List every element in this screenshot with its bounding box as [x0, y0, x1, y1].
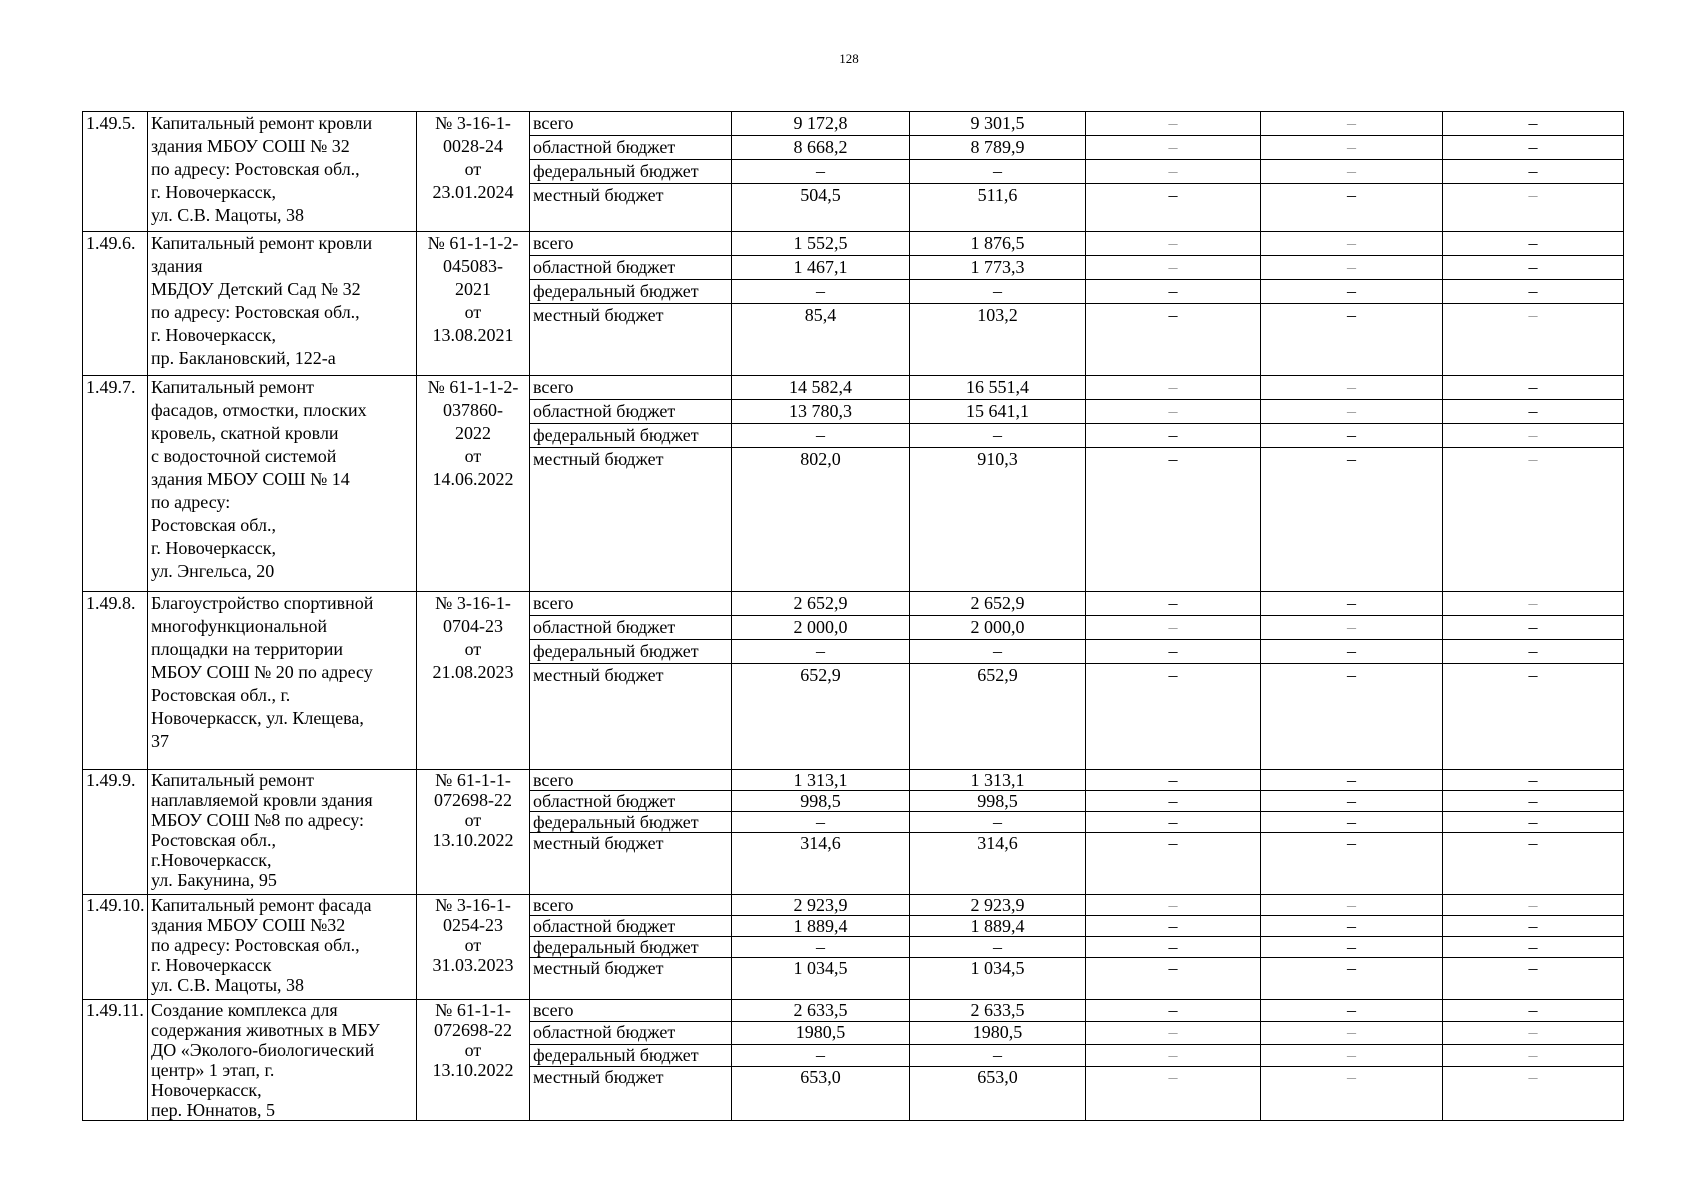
- value-col-3: –: [1086, 1022, 1261, 1044]
- funding-source: всего: [530, 1000, 732, 1022]
- value-col-1: 13 780,3: [732, 400, 910, 424]
- value-col-3: –: [1086, 592, 1261, 616]
- value-col-2: 653,0: [910, 1067, 1086, 1121]
- value-col-4: –: [1261, 280, 1443, 304]
- value-col-2: 16 551,4: [910, 376, 1086, 400]
- value-col-2: 8 789,9: [910, 136, 1086, 160]
- table-row: [83, 112, 1624, 136]
- value-col-5: –: [1443, 1067, 1624, 1121]
- item-document: [417, 770, 530, 895]
- value-col-4: –: [1261, 791, 1443, 812]
- value-col-5: –: [1443, 791, 1624, 812]
- value-col-3: –: [1086, 812, 1261, 833]
- item-name: [148, 112, 417, 232]
- value-col-5: –: [1443, 958, 1624, 1000]
- value-col-3: –: [1086, 448, 1261, 592]
- value-col-4: –: [1261, 616, 1443, 640]
- item-name: [148, 232, 417, 376]
- item-document: [417, 895, 530, 1000]
- value-col-4: –: [1261, 958, 1443, 1000]
- funding-source: федеральный бюджет: [530, 160, 732, 184]
- value-col-2: 9 301,5: [910, 112, 1086, 136]
- value-col-3: –: [1086, 424, 1261, 448]
- value-col-3: –: [1086, 916, 1261, 937]
- value-col-3: –: [1086, 833, 1261, 895]
- funding-source: федеральный бюджет: [530, 1044, 732, 1066]
- value-col-1: 653,0: [732, 1067, 910, 1121]
- value-col-3: –: [1086, 791, 1261, 812]
- item-document-text: № 61-1-1- 072698-22 от 13.10.2022: [432, 1000, 514, 1080]
- value-col-4: –: [1261, 592, 1443, 616]
- value-col-5: –: [1443, 1022, 1624, 1044]
- value-col-3: –: [1086, 1067, 1261, 1121]
- item-document-text: № 61-1-1- 072698-22 от 13.10.2022: [432, 770, 514, 850]
- value-col-5: –: [1443, 592, 1624, 616]
- value-col-2: –: [910, 937, 1086, 958]
- item-document: [417, 592, 530, 770]
- value-col-3: –: [1086, 937, 1261, 958]
- value-col-2: 2 000,0: [910, 616, 1086, 640]
- value-col-2: 652,9: [910, 664, 1086, 770]
- value-col-1: 2 633,5: [732, 1000, 910, 1022]
- funding-source: областной бюджет: [530, 400, 732, 424]
- item-document-text: № 3-16-1- 0028-24 от 23.01.2024: [432, 113, 514, 202]
- value-col-5: –: [1443, 812, 1624, 833]
- funding-source: федеральный бюджет: [530, 937, 732, 958]
- value-col-4: –: [1261, 256, 1443, 280]
- funding-source: местный бюджет: [530, 304, 732, 376]
- funding-source: местный бюджет: [530, 833, 732, 895]
- value-col-2: –: [910, 640, 1086, 664]
- value-col-3: –: [1086, 376, 1261, 400]
- table-row: [83, 895, 1624, 916]
- funding-source: местный бюджет: [530, 448, 732, 592]
- value-col-4: –: [1261, 770, 1443, 791]
- value-col-2: 1 889,4: [910, 916, 1086, 937]
- value-col-5: –: [1443, 256, 1624, 280]
- value-col-4: –: [1261, 184, 1443, 232]
- table-row: [83, 232, 1624, 256]
- value-col-1: 504,5: [732, 184, 910, 232]
- item-name: [148, 376, 417, 592]
- value-col-5: –: [1443, 112, 1624, 136]
- funding-source: местный бюджет: [530, 958, 732, 1000]
- value-col-4: –: [1261, 160, 1443, 184]
- value-col-3: –: [1086, 770, 1261, 791]
- value-col-5: –: [1443, 232, 1624, 256]
- funding-source: федеральный бюджет: [530, 640, 732, 664]
- funding-source: федеральный бюджет: [530, 424, 732, 448]
- value-col-2: 910,3: [910, 448, 1086, 592]
- value-col-4: –: [1261, 232, 1443, 256]
- value-col-5: –: [1443, 1044, 1624, 1066]
- value-col-2: 15 641,1: [910, 400, 1086, 424]
- value-col-3: –: [1086, 280, 1261, 304]
- item-number: 1.49.7.: [83, 376, 148, 592]
- value-col-2: 2 652,9: [910, 592, 1086, 616]
- value-col-1: –: [732, 280, 910, 304]
- funding-source: федеральный бюджет: [530, 812, 732, 833]
- value-col-4: –: [1261, 937, 1443, 958]
- item-document-text: № 3-16-1- 0704-23 от 21.08.2023: [432, 593, 514, 682]
- value-col-1: –: [732, 937, 910, 958]
- value-col-5: –: [1443, 833, 1624, 895]
- value-col-3: –: [1086, 1000, 1261, 1022]
- value-col-2: –: [910, 280, 1086, 304]
- item-number: 1.49.8.: [83, 592, 148, 770]
- item-document: [417, 112, 530, 232]
- budget-table: [82, 111, 1624, 1121]
- value-col-1: 652,9: [732, 664, 910, 770]
- value-col-1: 1 313,1: [732, 770, 910, 791]
- value-col-3: –: [1086, 184, 1261, 232]
- item-name: [148, 895, 417, 1000]
- item-number: 1.49.9.: [83, 770, 148, 895]
- value-col-1: 802,0: [732, 448, 910, 592]
- value-col-2: –: [910, 1044, 1086, 1066]
- value-col-5: –: [1443, 937, 1624, 958]
- value-col-4: –: [1261, 304, 1443, 376]
- value-col-5: –: [1443, 184, 1624, 232]
- item-name-text: Капитальный ремонт кровли здания МБДОУ Детский Сад № 32 по адресу: Ростовская обл., г. Новочеркасск, пр. Баклановский, 122-а: [151, 233, 373, 368]
- value-col-3: –: [1086, 1044, 1261, 1066]
- value-col-4: –: [1261, 916, 1443, 937]
- item-number: 1.49.5.: [83, 112, 148, 232]
- value-col-4: –: [1261, 136, 1443, 160]
- item-number: 1.49.11.: [83, 1000, 148, 1121]
- value-col-4: –: [1261, 448, 1443, 592]
- value-col-4: –: [1261, 833, 1443, 895]
- value-col-3: –: [1086, 112, 1261, 136]
- value-col-1: 314,6: [732, 833, 910, 895]
- value-col-5: –: [1443, 400, 1624, 424]
- value-col-5: –: [1443, 304, 1624, 376]
- funding-source: областной бюджет: [530, 136, 732, 160]
- value-col-3: –: [1086, 664, 1261, 770]
- value-col-3: –: [1086, 136, 1261, 160]
- value-col-2: 998,5: [910, 791, 1086, 812]
- table-row: [83, 376, 1624, 400]
- value-col-4: –: [1261, 1044, 1443, 1066]
- funding-source: областной бюджет: [530, 916, 732, 937]
- value-col-2: 1980,5: [910, 1022, 1086, 1044]
- value-col-1: 14 582,4: [732, 376, 910, 400]
- item-name-text: Создание комплекса для содержания животных в МБУ ДО «Эколого-биологический центр» 1 этап, г. Новочеркасск, пер. Юннатов, 5: [151, 1000, 380, 1120]
- value-col-2: 1 876,5: [910, 232, 1086, 256]
- value-col-4: –: [1261, 812, 1443, 833]
- value-col-3: –: [1086, 640, 1261, 664]
- value-col-4: –: [1261, 376, 1443, 400]
- funding-source: всего: [530, 592, 732, 616]
- value-col-5: –: [1443, 895, 1624, 916]
- value-col-3: –: [1086, 895, 1261, 916]
- value-col-4: –: [1261, 112, 1443, 136]
- value-col-1: 998,5: [732, 791, 910, 812]
- funding-source: местный бюджет: [530, 1067, 732, 1121]
- value-col-1: 85,4: [732, 304, 910, 376]
- item-name: [148, 1000, 417, 1121]
- value-col-5: –: [1443, 376, 1624, 400]
- funding-source: местный бюджет: [530, 184, 732, 232]
- funding-source: областной бюджет: [530, 256, 732, 280]
- funding-source: всего: [530, 770, 732, 791]
- value-col-4: –: [1261, 424, 1443, 448]
- value-col-2: –: [910, 424, 1086, 448]
- item-document: [417, 1000, 530, 1121]
- value-col-4: –: [1261, 640, 1443, 664]
- value-col-3: –: [1086, 232, 1261, 256]
- value-col-2: 511,6: [910, 184, 1086, 232]
- value-col-3: –: [1086, 304, 1261, 376]
- value-col-1: 1 467,1: [732, 256, 910, 280]
- value-col-1: 1 889,4: [732, 916, 910, 937]
- value-col-4: –: [1261, 400, 1443, 424]
- funding-source: областной бюджет: [530, 1022, 732, 1044]
- item-document-text: № 3-16-1- 0254-23 от 31.03.2023: [432, 895, 514, 975]
- funding-source: федеральный бюджет: [530, 280, 732, 304]
- value-col-1: –: [732, 812, 910, 833]
- item-name-text: Благоустройство спортивной многофункциональной площадки на территории МБОУ СОШ № 20 по адресу Ростовская обл., г. Новочеркасск, ул. Клещева, 37: [151, 593, 374, 751]
- value-col-2: 314,6: [910, 833, 1086, 895]
- value-col-5: –: [1443, 640, 1624, 664]
- value-col-5: –: [1443, 160, 1624, 184]
- value-col-1: 1 552,5: [732, 232, 910, 256]
- item-name-text: Капитальный ремонт кровли здания МБОУ СОШ № 32 по адресу: Ростовская обл., г. Новочеркасск, ул. С.В. Мацоты, 38: [151, 113, 373, 225]
- value-col-3: –: [1086, 160, 1261, 184]
- item-document-text: № 61-1-1-2- 037860- 2022 от 14.06.2022: [427, 377, 519, 489]
- funding-source: областной бюджет: [530, 616, 732, 640]
- value-col-2: 103,2: [910, 304, 1086, 376]
- item-name-text: Капитальный ремонт фасада здания МБОУ СОШ №32 по адресу: Ростовская обл., г. Новочеркасск ул. С.В. Мацоты, 38: [151, 895, 372, 995]
- item-name-text: Капитальный ремонт наплавляемой кровли здания МБОУ СОШ №8 по адресу: Ростовская обл., г.Новочеркасск, ул. Бакунина, 95: [151, 770, 373, 890]
- table-row: [83, 770, 1624, 791]
- value-col-5: –: [1443, 448, 1624, 592]
- value-col-5: –: [1443, 664, 1624, 770]
- value-col-5: –: [1443, 770, 1624, 791]
- funding-source: областной бюджет: [530, 791, 732, 812]
- funding-source: всего: [530, 895, 732, 916]
- item-document: [417, 376, 530, 592]
- value-col-1: 2 652,9: [732, 592, 910, 616]
- item-name-text: Капитальный ремонт фасадов, отмостки, плоских кровель, скатной кровли с водосточной системой здания МБОУ СОШ № 14 по адресу: Ростовская обл., г. Новочеркасск, ул. Энгельса, 20: [151, 377, 367, 581]
- value-col-2: 2 633,5: [910, 1000, 1086, 1022]
- value-col-1: 2 000,0: [732, 616, 910, 640]
- value-col-1: –: [732, 1044, 910, 1066]
- table-row: [83, 592, 1624, 616]
- value-col-3: –: [1086, 400, 1261, 424]
- value-col-2: –: [910, 160, 1086, 184]
- table-row: [83, 1000, 1624, 1022]
- value-col-3: –: [1086, 958, 1261, 1000]
- value-col-1: 1 034,5: [732, 958, 910, 1000]
- item-name: [148, 592, 417, 770]
- funding-source: всего: [530, 112, 732, 136]
- value-col-4: –: [1261, 1000, 1443, 1022]
- value-col-1: –: [732, 424, 910, 448]
- value-col-1: –: [732, 160, 910, 184]
- value-col-1: –: [732, 640, 910, 664]
- value-col-4: –: [1261, 895, 1443, 916]
- value-col-3: –: [1086, 256, 1261, 280]
- value-col-1: 2 923,9: [732, 895, 910, 916]
- value-col-1: 9 172,8: [732, 112, 910, 136]
- value-col-5: –: [1443, 136, 1624, 160]
- value-col-5: –: [1443, 916, 1624, 937]
- value-col-2: 1 773,3: [910, 256, 1086, 280]
- page-number: 128: [839, 51, 859, 66]
- item-number: 1.49.10.: [83, 895, 148, 1000]
- item-document-text: № 61-1-1-2- 045083- 2021 от 13.08.2021: [427, 233, 519, 345]
- item-document: [417, 232, 530, 376]
- value-col-1: 8 668,2: [732, 136, 910, 160]
- value-col-4: –: [1261, 664, 1443, 770]
- value-col-1: 1980,5: [732, 1022, 910, 1044]
- value-col-4: –: [1261, 1067, 1443, 1121]
- item-number: 1.49.6.: [83, 232, 148, 376]
- value-col-5: –: [1443, 280, 1624, 304]
- value-col-3: –: [1086, 616, 1261, 640]
- value-col-2: –: [910, 812, 1086, 833]
- value-col-5: –: [1443, 616, 1624, 640]
- value-col-2: 1 313,1: [910, 770, 1086, 791]
- item-name: [148, 770, 417, 895]
- value-col-5: –: [1443, 1000, 1624, 1022]
- funding-source: всего: [530, 376, 732, 400]
- value-col-2: 2 923,9: [910, 895, 1086, 916]
- funding-source: всего: [530, 232, 732, 256]
- value-col-5: –: [1443, 424, 1624, 448]
- funding-source: местный бюджет: [530, 664, 732, 770]
- value-col-2: 1 034,5: [910, 958, 1086, 1000]
- value-col-4: –: [1261, 1022, 1443, 1044]
